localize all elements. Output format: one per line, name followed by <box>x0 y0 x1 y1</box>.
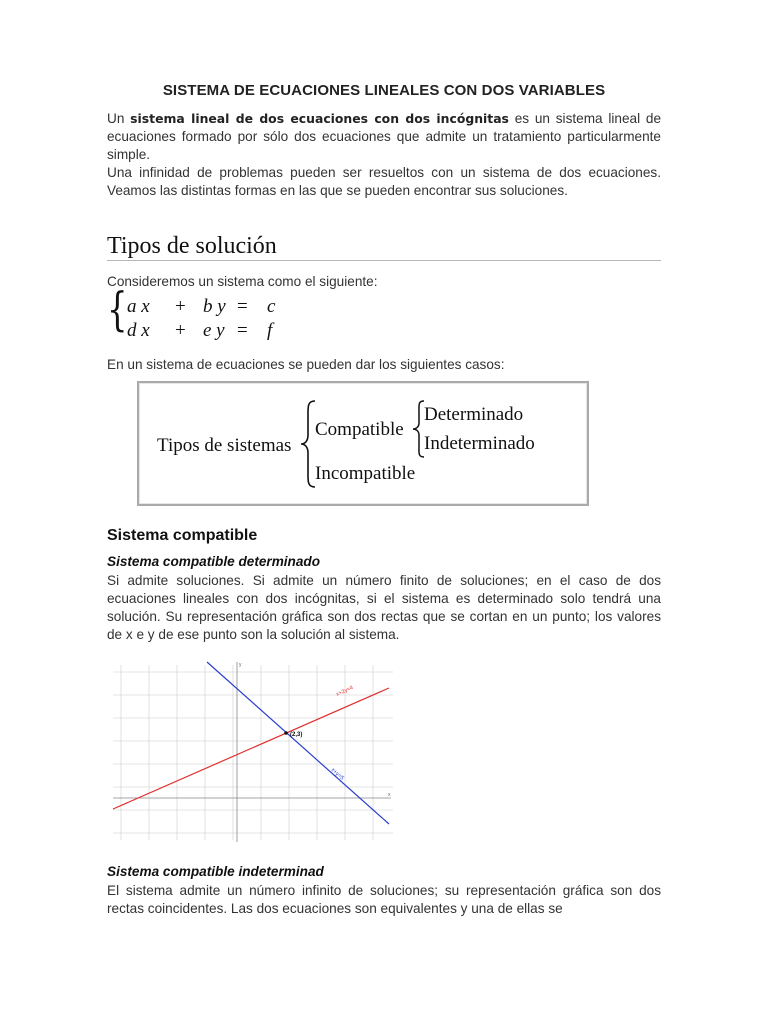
compatible-heading: Sistema compatible <box>107 527 258 544</box>
types-root: Tipos de sistemas <box>157 435 292 456</box>
red-line <box>113 688 389 809</box>
eq1-plus: + <box>175 296 186 317</box>
red-line-label: x+2y=4 <box>335 685 355 698</box>
eq2-equals: = <box>237 320 248 341</box>
eq2-plus: + <box>175 320 186 341</box>
intersecting-lines-graph <box>111 660 397 846</box>
intro-paragraph-1 <box>107 110 661 164</box>
cases-text: En un sistema de ecuaciones se pueden dar los siguientes casos: <box>107 357 505 372</box>
section-divider <box>107 260 661 261</box>
blue-line-label: x+y=5 <box>329 767 345 782</box>
types-incompatible: Incompatible <box>315 463 416 484</box>
intersection-label: (2,3) <box>290 732 303 738</box>
intro-prefix: Un <box>107 111 131 126</box>
eq1-term1: a x <box>127 296 150 317</box>
determinado-heading: Sistema compatible determinado <box>107 554 321 569</box>
eq2-rhs: f <box>267 320 273 341</box>
eq1-rhs: c <box>267 296 276 317</box>
intro-suffix: es un sistema lineal de ecuaciones formado por sólo dos ecuaciones que admite un tratamiento particularmente simple. <box>107 111 662 162</box>
eq1-term2: b y <box>203 296 226 317</box>
blue-line <box>207 662 389 824</box>
equation-system <box>107 282 307 344</box>
section-title: Tipos de solución <box>107 233 277 259</box>
consider-text: Consideremos un sistema como el siguiente: <box>107 274 378 289</box>
indeterminado-paragraph: El sistema admite un número infinito de soluciones; su representación gráfica son dos rectas coincidentes. Las dos ecuaciones son equivalentes y una de ellas se <box>107 883 661 916</box>
intersection-point <box>284 731 288 735</box>
eq1-equals: = <box>237 296 248 317</box>
document-title: SISTEMA DE ECUACIONES LINEALES CON DOS VARIABLES <box>162 82 606 99</box>
types-compatible: Compatible <box>315 419 404 440</box>
types-determinado: Determinado <box>424 404 524 425</box>
y-axis-label: y <box>239 662 242 668</box>
eq2-term1: d x <box>127 320 150 341</box>
eq2-term2: e y <box>203 320 225 341</box>
intro-paragraph-2: Una infinidad de problemas pueden ser resueltos con un sistema de dos ecuaciones. Veamos las distintas formas en las que se pueden encontrar sus soluciones. <box>107 165 661 198</box>
system-types-diagram <box>137 381 589 506</box>
system-brace: { <box>107 282 128 336</box>
determinado-paragraph: Si admite soluciones. Si admite un número finito de soluciones; en el caso de dos ecuaciones lineales con dos incógnitas, si el sistema es determinado solo tendrá una solución. Su representación gráfica son dos rectas que se cortan en un punto; los valores de x e y de ese punto son la solución al sistema. <box>107 573 661 642</box>
indeterminado-heading: Sistema compatible indeterminad <box>107 864 324 879</box>
types-indeterminado: Indeterminado <box>424 433 535 454</box>
intro-bold-term: sistema lineal de dos ecuaciones con dos incógnitas <box>130 111 509 126</box>
x-axis-label: x <box>388 792 391 798</box>
